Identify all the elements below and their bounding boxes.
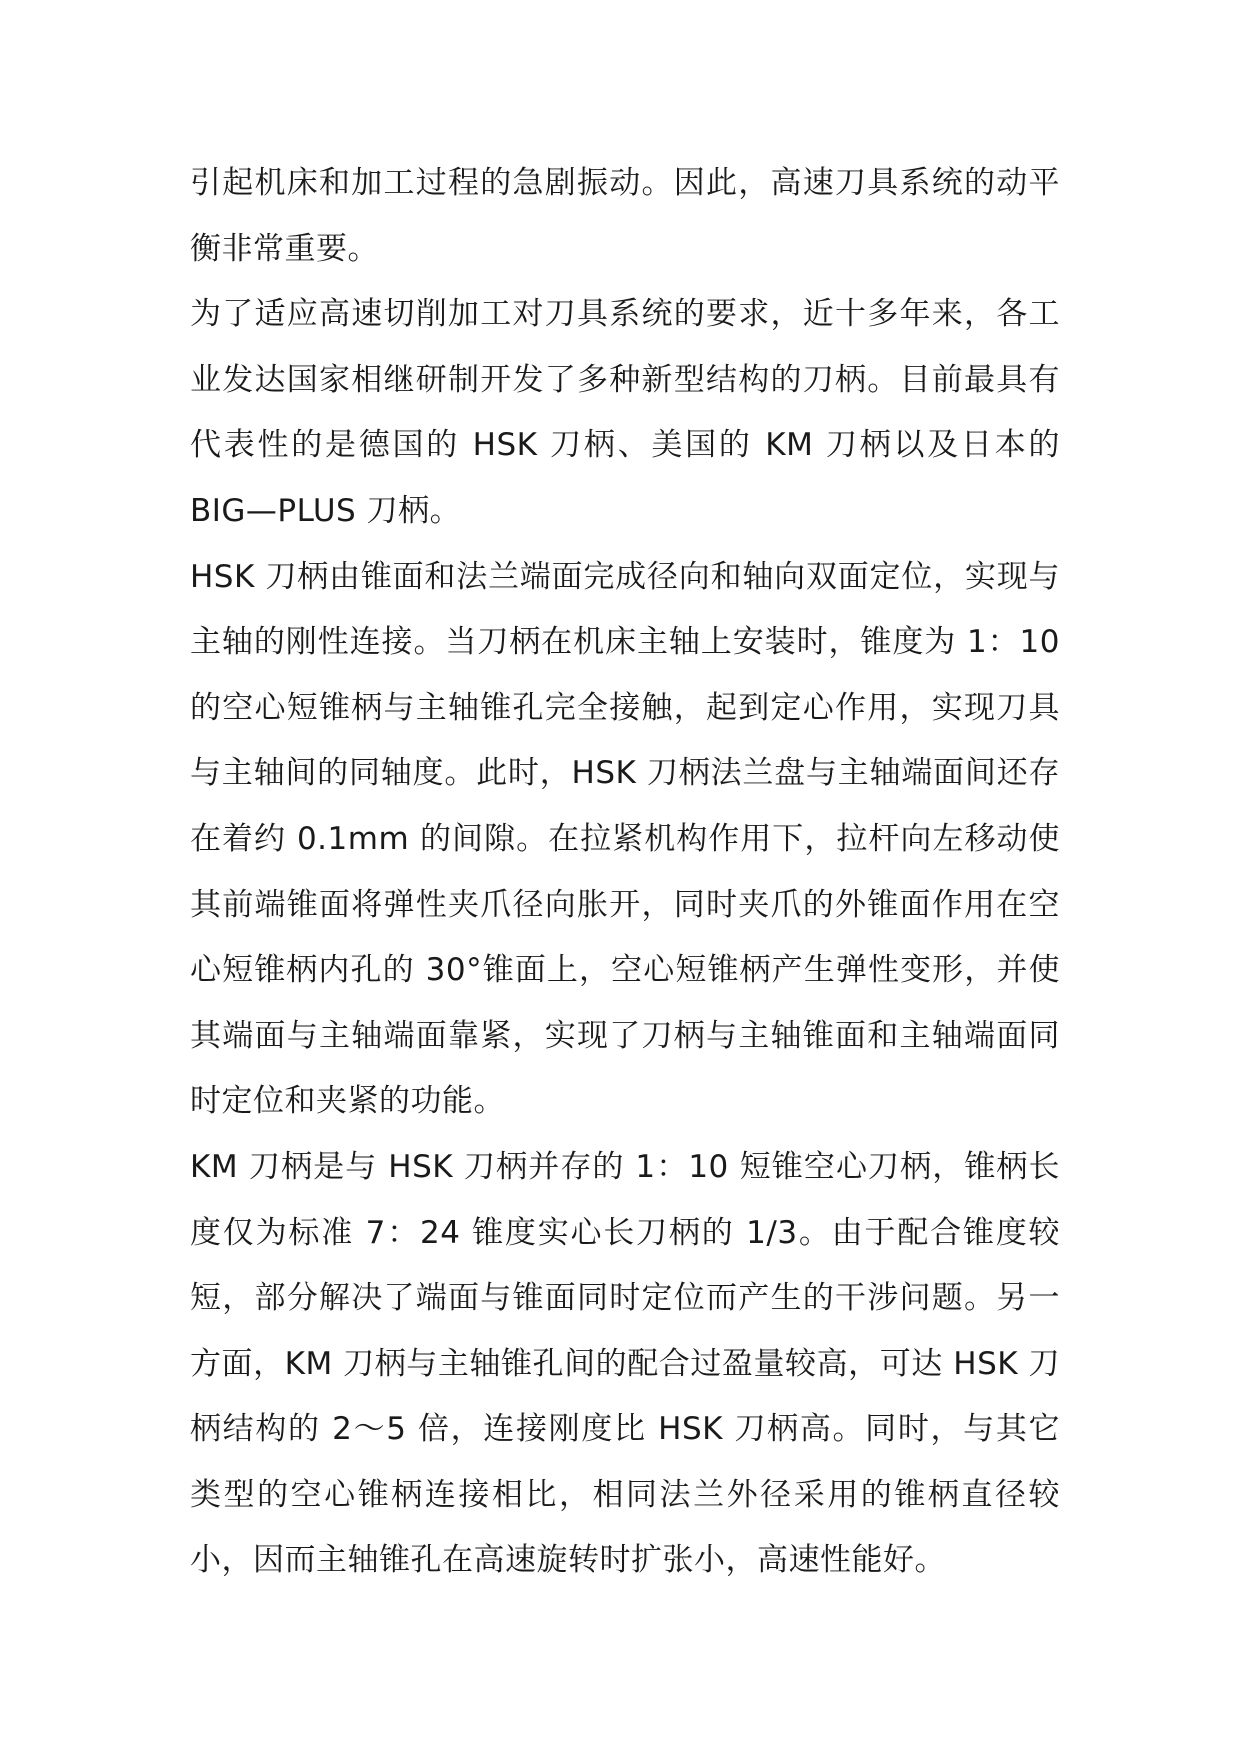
paragraph-new-tool-holders: 为了适应高速切削加工对刀具系统的要求，近十多年来，各工业发达国家相继研制开发了多种新型结构的刀柄。目前最具有代表性的是德国的 HSK 刀柄、美国的 KM 刀柄以及日本的 BIG—PLUS 刀柄。 (190, 296, 1060, 529)
paragraph-km-holder: KM 刀柄是与 HSK 刀柄并存的 1：10 短锥空心刀柄，锥柄长度仅为标准 7：24 锥度实心长刀柄的 1/3。由于配合锥度较短，部分解决了端面与锥面同时定位而产生的干涉问题。另一方面，KM 刀柄与主轴锥孔间的配合过盈量较高，可达 HSK 刀柄结构的 2～5 倍，连接刚度比 HSK 刀柄高。同时，与其它类型的空心锥柄连接相比，相同法兰外径采用的锥柄直径较小，因而主轴锥孔在高速旋转时扩张小，高速性能好。 (190, 1148, 1060, 1579)
paragraph-dynamic-balance: 引起机床和加工过程的急剧振动。因此，高速刀具系统的动平衡非常重要。 (190, 165, 1060, 267)
paragraph-hsk-holder: HSK 刀柄由锥面和法兰端面完成径向和轴向双面定位，实现与主轴的刚性连接。当刀柄在机床主轴上安装时，锥度为 1：10 的空心短锥柄与主轴锥孔完全接触，起到定心作用，实现刀具与主轴间的同轴度。此时，HSK 刀柄法兰盘与主轴端面间还存在着约 0.1mm 的间隙。在拉紧机构作用下，拉杆向左移动使其前端锥面将弹性夹爪径向胀开，同时夹爪的外锥面作用在空心短锥柄内孔的 30°锥面上，空心短锥柄产生弹性变形，并使其端面与主轴端面靠紧，实现了刀柄与主轴锥面和主轴端面同时定位和夹紧的功能。 (190, 558, 1060, 1120)
document-body (190, 151, 1060, 1594)
